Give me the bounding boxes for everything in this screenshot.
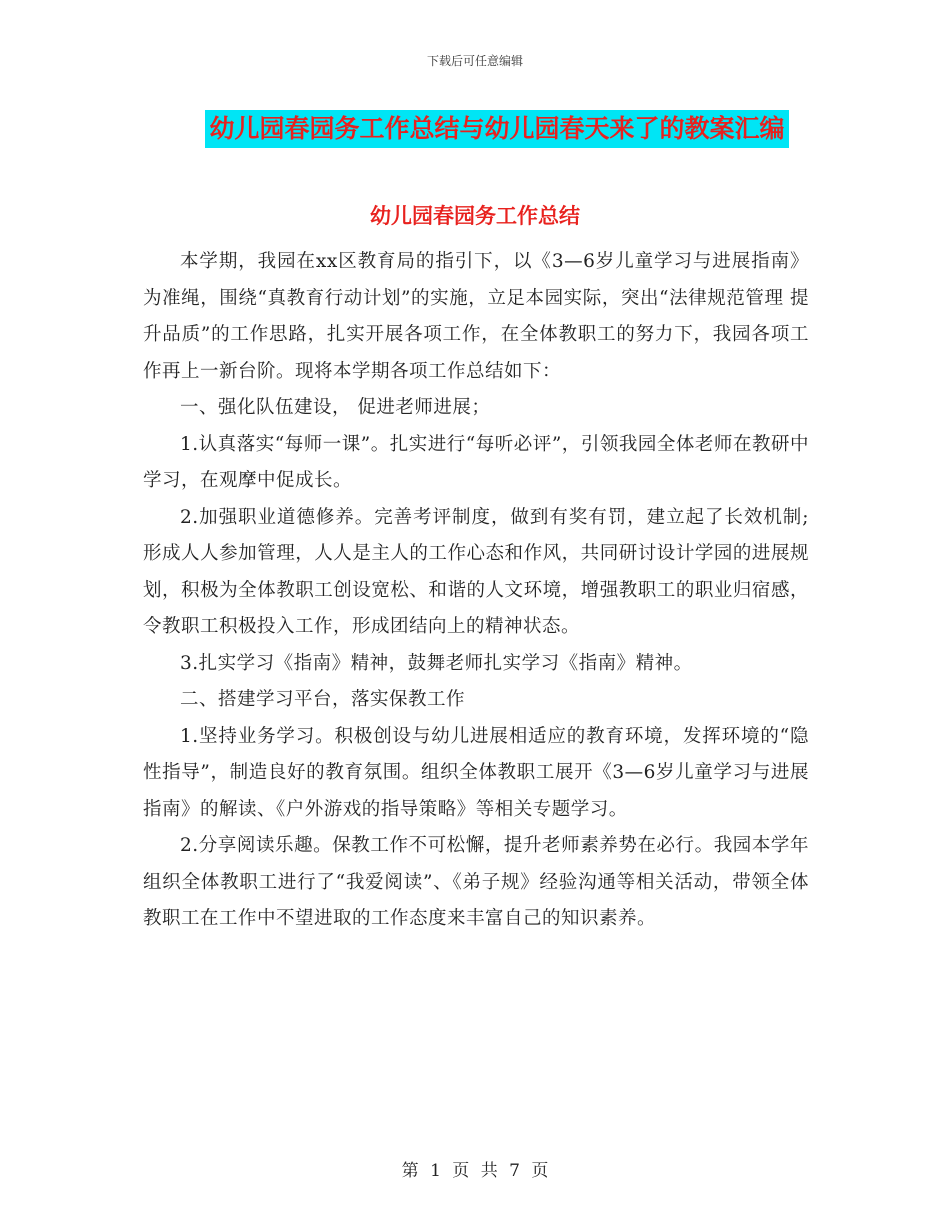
- page-footer: 第 1 页 共 7 页: [401, 1161, 549, 1181]
- paragraph-item-2-1: 1.坚持业务学习。积极创设与幼儿进展相适应的教育环境，发挥环境的“隐性指导”，制造良好的教育氛围。组织全体教职工展开《3—6岁儿童学习与进展指南》的解读、《户外游戏的指导策略》等相关专题学习。: [143, 725, 809, 820]
- section-title: 幼儿园春园务工作总结: [370, 204, 580, 228]
- header-note: 下载后可任意编辑: [426, 54, 523, 68]
- paragraph-intro: 本学期，我园在xx区教育局的指引下，以《3—6岁儿童学习与进展指南》为准绳，围绕“真教育行动计划”的实施，立足本园实际，突出“法律规范管理 提升品质”的工作思路，扎实开展各项工作，在全体教职工的努力下，我园各项工作再上一新台阶。现将本学期各项工作总结如下：: [143, 251, 809, 382]
- paragraph-item-1-3: 3.扎实学习《指南》精神，鼓舞老师扎实学习《指南》精神。: [180, 652, 693, 674]
- paragraph-item-2-2: 2.分享阅读乐趣。保教工作不可松懈，提升老师素养势在必行。我园本学年组织全体教职工进行了“我爱阅读”、《弟子规》经验沟通等相关活动，带领全体教职工在工作中不望进取的工作态度来丰富自己的知识素养。: [143, 835, 809, 929]
- document-body: [143, 244, 809, 938]
- paragraph-item-1-1: 1.认真落实“每师一课”。扎实进行“每听必评”，引领我园全体老师在教研中学习，在观摩中促成长。: [143, 433, 809, 491]
- document-title: 幼儿园春园务工作总结与幼儿园春天来了的教案汇编: [205, 110, 788, 148]
- paragraph-heading-2: 二、搭建学习平台，落实保教工作: [180, 689, 466, 710]
- paragraph-heading-1: 一、强化队伍建设， 促进老师进展；: [180, 397, 491, 418]
- document-title-container: [0, 110, 950, 148]
- paragraph-item-1-2: 2.加强职业道德修养。完善考评制度，做到有奖有罚，建立起了长效机制;形成人人参加管理，人人是主人的工作心态和作风，共同研讨设计学园的进展规划，积极为全体教职工创设宽松、和谐的人文环境，增强教职工的职业归宿感，令教职工积极投入工作，形成团结向上的精神状态。: [143, 506, 809, 637]
